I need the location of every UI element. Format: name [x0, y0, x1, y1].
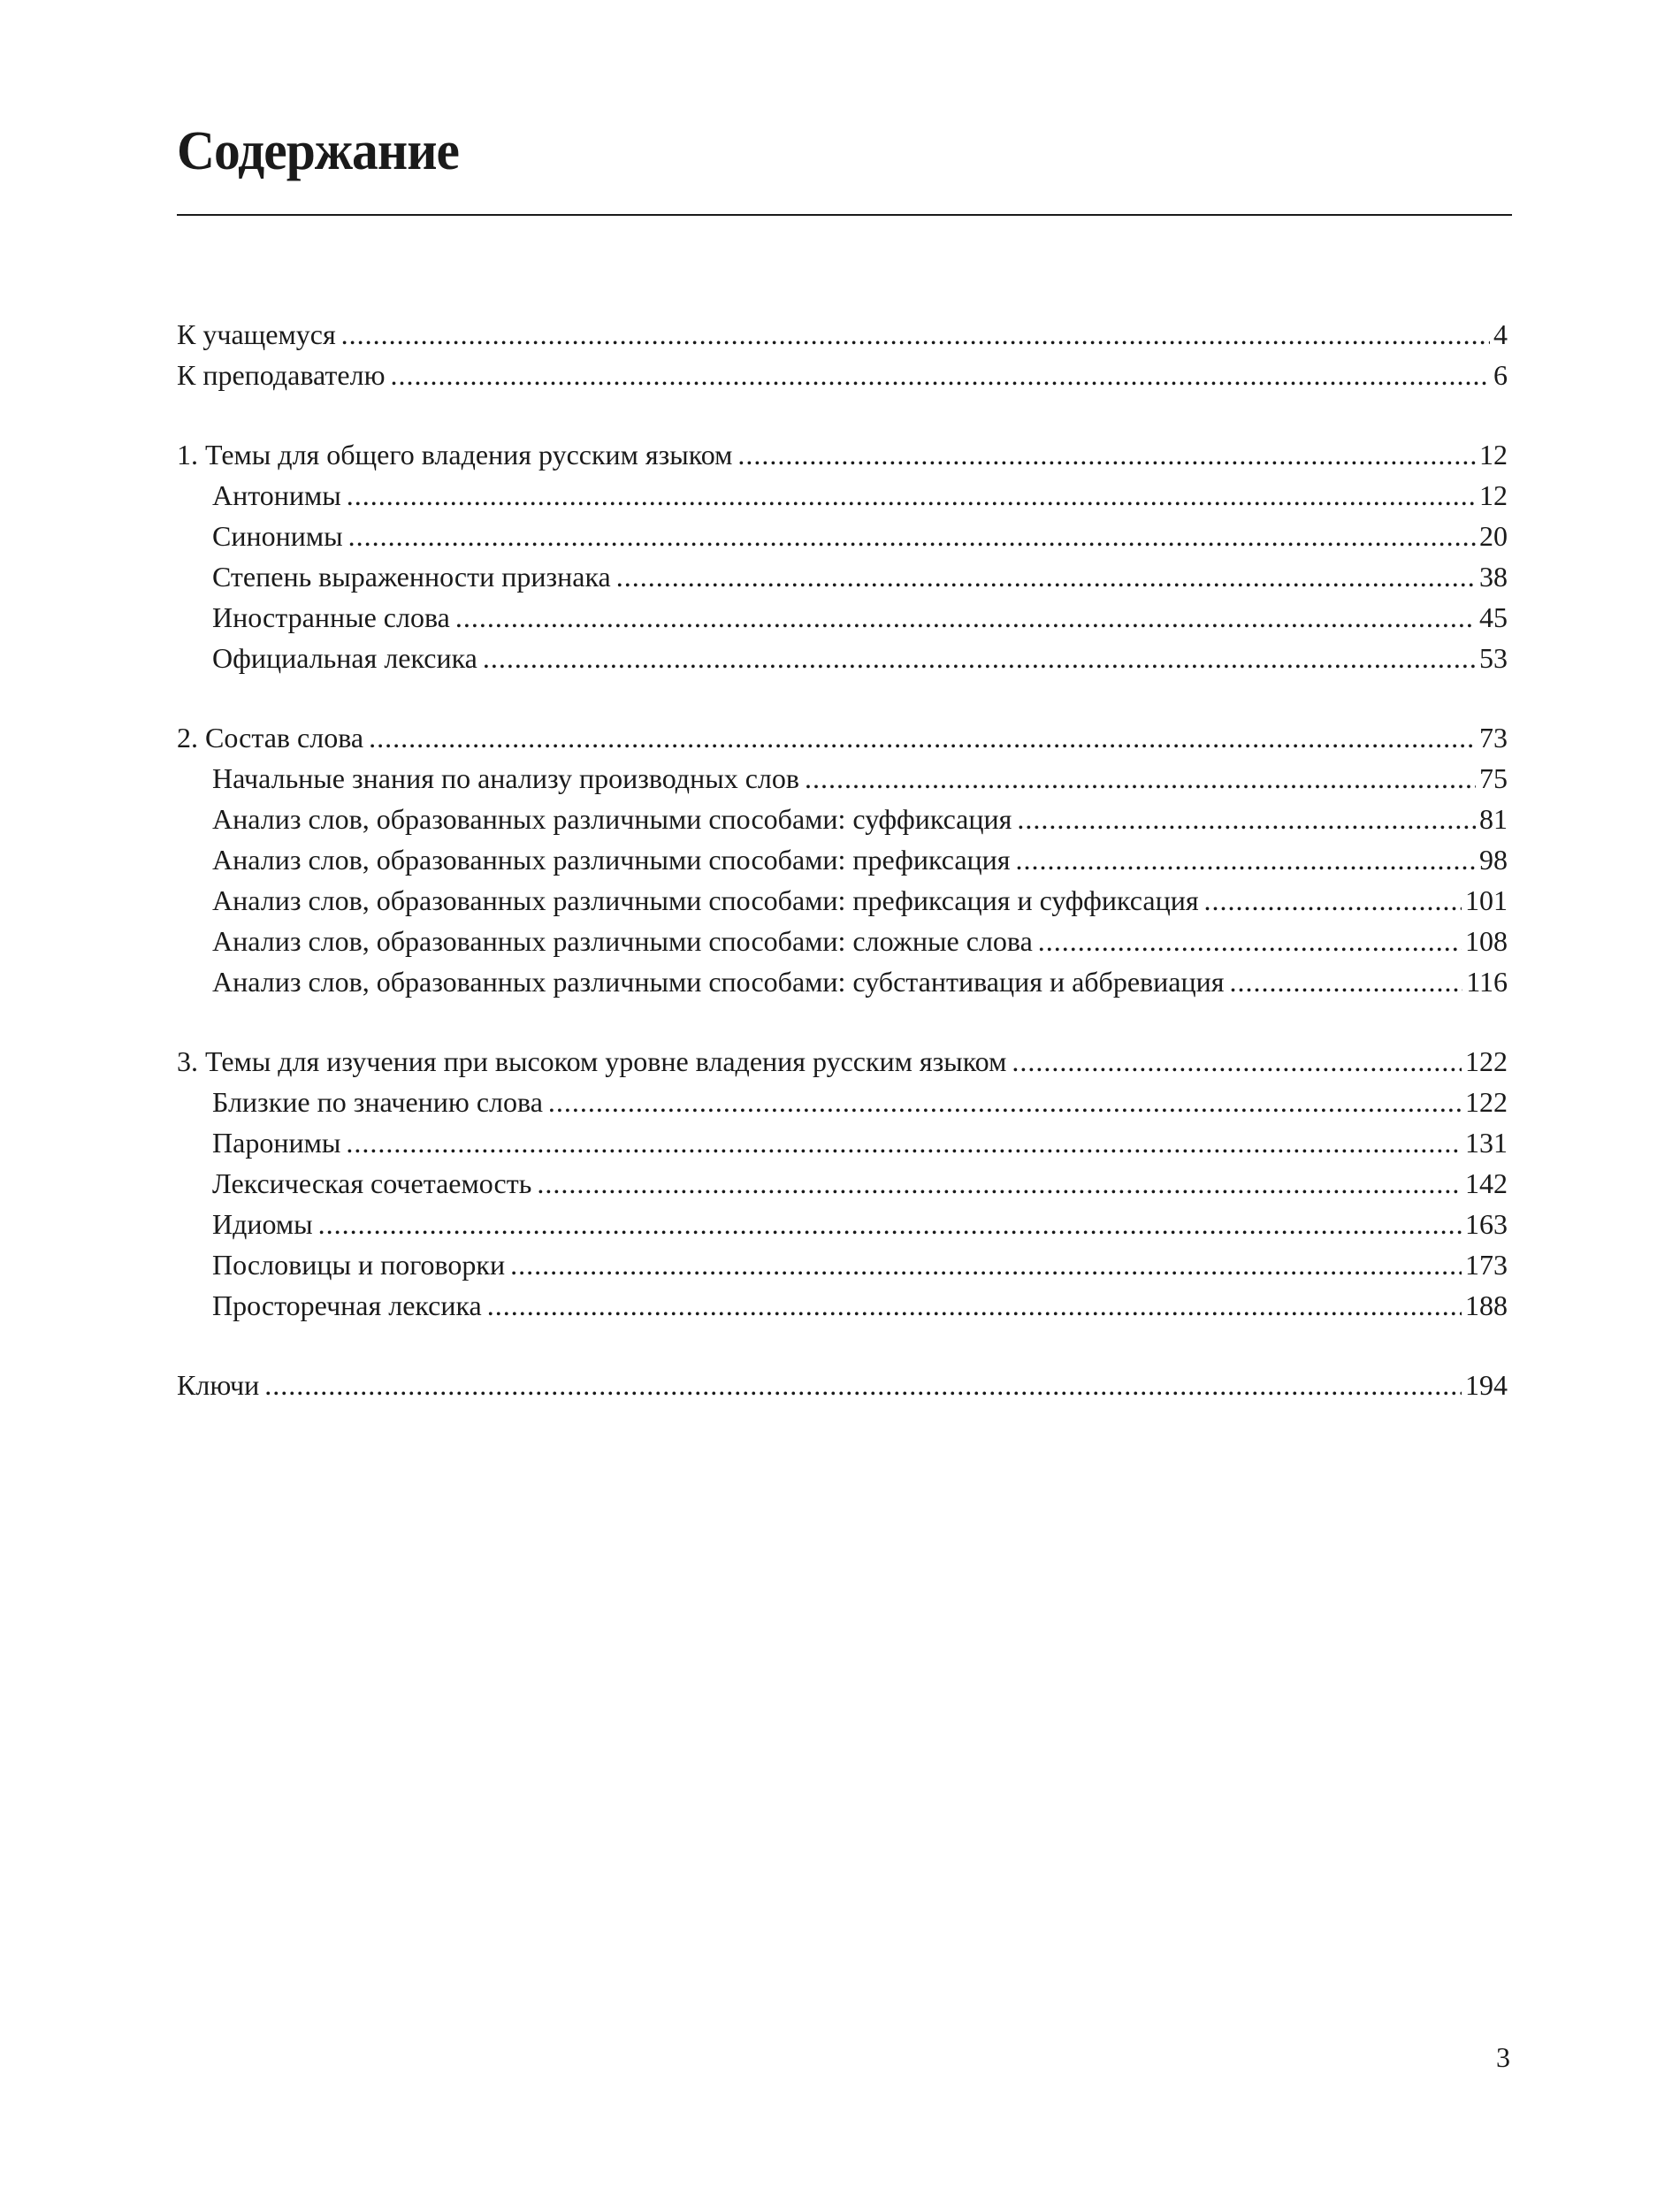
- toc-entry-page: 6: [1493, 359, 1508, 391]
- toc-entry-page: 73: [1479, 722, 1508, 754]
- page-title: Содержание: [177, 121, 459, 181]
- title-divider: [177, 214, 1512, 216]
- dot-leader: [390, 355, 1490, 395]
- dot-leader: [348, 516, 1476, 556]
- dot-leader: [318, 1204, 1462, 1244]
- toc-entry-page: 12: [1479, 479, 1508, 511]
- toc-subentry[interactable]: [177, 961, 1508, 1002]
- toc-entry-label: Просторечная лексика: [212, 1289, 482, 1321]
- toc-subentry[interactable]: [177, 1082, 1508, 1122]
- dot-leader: [510, 1244, 1462, 1285]
- toc-entry-label: Антонимы: [212, 479, 341, 511]
- dot-leader: [1038, 921, 1462, 961]
- toc-subentry[interactable]: [177, 921, 1508, 961]
- toc-subentry[interactable]: [177, 839, 1508, 880]
- toc-entry-page: 108: [1465, 925, 1508, 957]
- toc-entry-label: Лексическая сочетаемость: [212, 1167, 532, 1199]
- dot-leader: [369, 717, 1476, 758]
- toc-entry-page: 131: [1465, 1127, 1508, 1159]
- toc-section: [177, 1365, 1508, 1405]
- toc-entry-page: 142: [1465, 1167, 1508, 1199]
- toc-entry-page: 194: [1465, 1369, 1508, 1401]
- toc-entry-page: 116: [1466, 966, 1508, 998]
- dot-leader: [805, 758, 1476, 799]
- toc-subentry[interactable]: [177, 1122, 1508, 1163]
- dot-leader: [1012, 1041, 1462, 1082]
- toc-entry-page: 12: [1479, 439, 1508, 471]
- dot-leader: [346, 1122, 1462, 1163]
- dot-leader: [537, 1163, 1462, 1204]
- toc-entry-page: 163: [1465, 1208, 1508, 1240]
- toc-subentry[interactable]: [177, 880, 1508, 921]
- toc-entry-page: 53: [1479, 642, 1508, 674]
- dot-leader: [1016, 839, 1476, 880]
- toc-entry-label: 3. Темы для изучения при высоком уровне владения русским языком: [177, 1045, 1007, 1077]
- dot-leader: [548, 1082, 1462, 1122]
- dot-leader: [347, 475, 1476, 516]
- toc-entry-label: Пословицы и поговорки: [212, 1249, 506, 1281]
- toc-entry-label: К учащемуся: [177, 318, 336, 350]
- toc-entry-label: Анализ слов, образованных различными способами: сложные слова: [212, 925, 1033, 957]
- toc-section: [177, 434, 1508, 678]
- toc-subentry[interactable]: [177, 516, 1508, 556]
- toc-subentry[interactable]: [177, 475, 1508, 516]
- toc-entry-label: Анализ слов, образованных различными способами: префиксация: [212, 844, 1011, 876]
- toc-entry-page: 173: [1465, 1249, 1508, 1281]
- toc-subentry[interactable]: [177, 758, 1508, 799]
- toc-entry-label: Ключи: [177, 1369, 260, 1401]
- toc-entry[interactable]: [177, 1365, 1508, 1405]
- toc-entry-label: Анализ слов, образованных различными способами: префиксация и суффиксация: [212, 884, 1199, 916]
- toc-entry-page: 98: [1479, 844, 1508, 876]
- toc-subentry[interactable]: [177, 1285, 1508, 1326]
- toc-entry[interactable]: [177, 434, 1508, 475]
- toc-entry-label: 1. Темы для общего владения русским языком: [177, 439, 733, 471]
- toc-section: [177, 717, 1508, 1002]
- toc-entry-page: 188: [1465, 1289, 1508, 1321]
- toc-subentry[interactable]: [177, 597, 1508, 638]
- dot-leader: [455, 597, 1476, 638]
- dot-leader: [1229, 961, 1462, 1002]
- toc-entry-label: Иностранные слова: [212, 601, 450, 633]
- dot-leader: [341, 314, 1490, 355]
- toc-entry-page: 20: [1479, 520, 1508, 552]
- toc-entry[interactable]: [177, 355, 1508, 395]
- toc-section: [177, 314, 1508, 395]
- toc-entry-label: Близкие по значению слова: [212, 1086, 543, 1118]
- toc-entry-page: 122: [1465, 1045, 1508, 1077]
- toc-entry-page: 81: [1479, 803, 1508, 835]
- dot-leader: [264, 1365, 1462, 1405]
- toc-entry[interactable]: [177, 314, 1508, 355]
- toc-entry-page: 38: [1479, 561, 1508, 593]
- toc-entry-page: 4: [1493, 318, 1508, 350]
- toc-entry-label: Начальные знания по анализу производных слов: [212, 762, 799, 794]
- page-number: 3: [1496, 2041, 1510, 2073]
- toc-section: [177, 1041, 1508, 1326]
- toc-subentry[interactable]: [177, 799, 1508, 839]
- toc-entry-label: Официальная лексика: [212, 642, 477, 674]
- toc-entry-label: Идиомы: [212, 1208, 313, 1240]
- dot-leader: [487, 1285, 1462, 1326]
- toc-entry-page: 101: [1465, 884, 1508, 916]
- toc-subentry[interactable]: [177, 1163, 1508, 1204]
- dot-leader: [616, 556, 1476, 597]
- dot-leader: [1017, 799, 1476, 839]
- toc-entry-label: Синонимы: [212, 520, 343, 552]
- toc-entry-page: 45: [1479, 601, 1508, 633]
- toc-entry-label: Степень выраженности признака: [212, 561, 611, 593]
- dot-leader: [483, 638, 1476, 678]
- toc-entry-page: 75: [1479, 762, 1508, 794]
- toc-entry-label: Анализ слов, образованных различными способами: субстантивация и аббревиация: [212, 966, 1225, 998]
- toc-subentry[interactable]: [177, 638, 1508, 678]
- toc-entry-label: 2. Состав слова: [177, 722, 364, 754]
- toc-entry-label: Паронимы: [212, 1127, 341, 1159]
- toc-subentry[interactable]: [177, 1204, 1508, 1244]
- dot-leader: [737, 434, 1476, 475]
- toc-entry-label: К преподавателю: [177, 359, 386, 391]
- toc-subentry[interactable]: [177, 556, 1508, 597]
- toc-entry-label: Анализ слов, образованных различными способами: суффиксация: [212, 803, 1012, 835]
- toc-entry[interactable]: [177, 1041, 1508, 1082]
- toc-entry[interactable]: [177, 717, 1508, 758]
- table-of-contents: [177, 314, 1508, 1444]
- toc-entry-page: 122: [1465, 1086, 1508, 1118]
- toc-subentry[interactable]: [177, 1244, 1508, 1285]
- dot-leader: [1204, 880, 1462, 921]
